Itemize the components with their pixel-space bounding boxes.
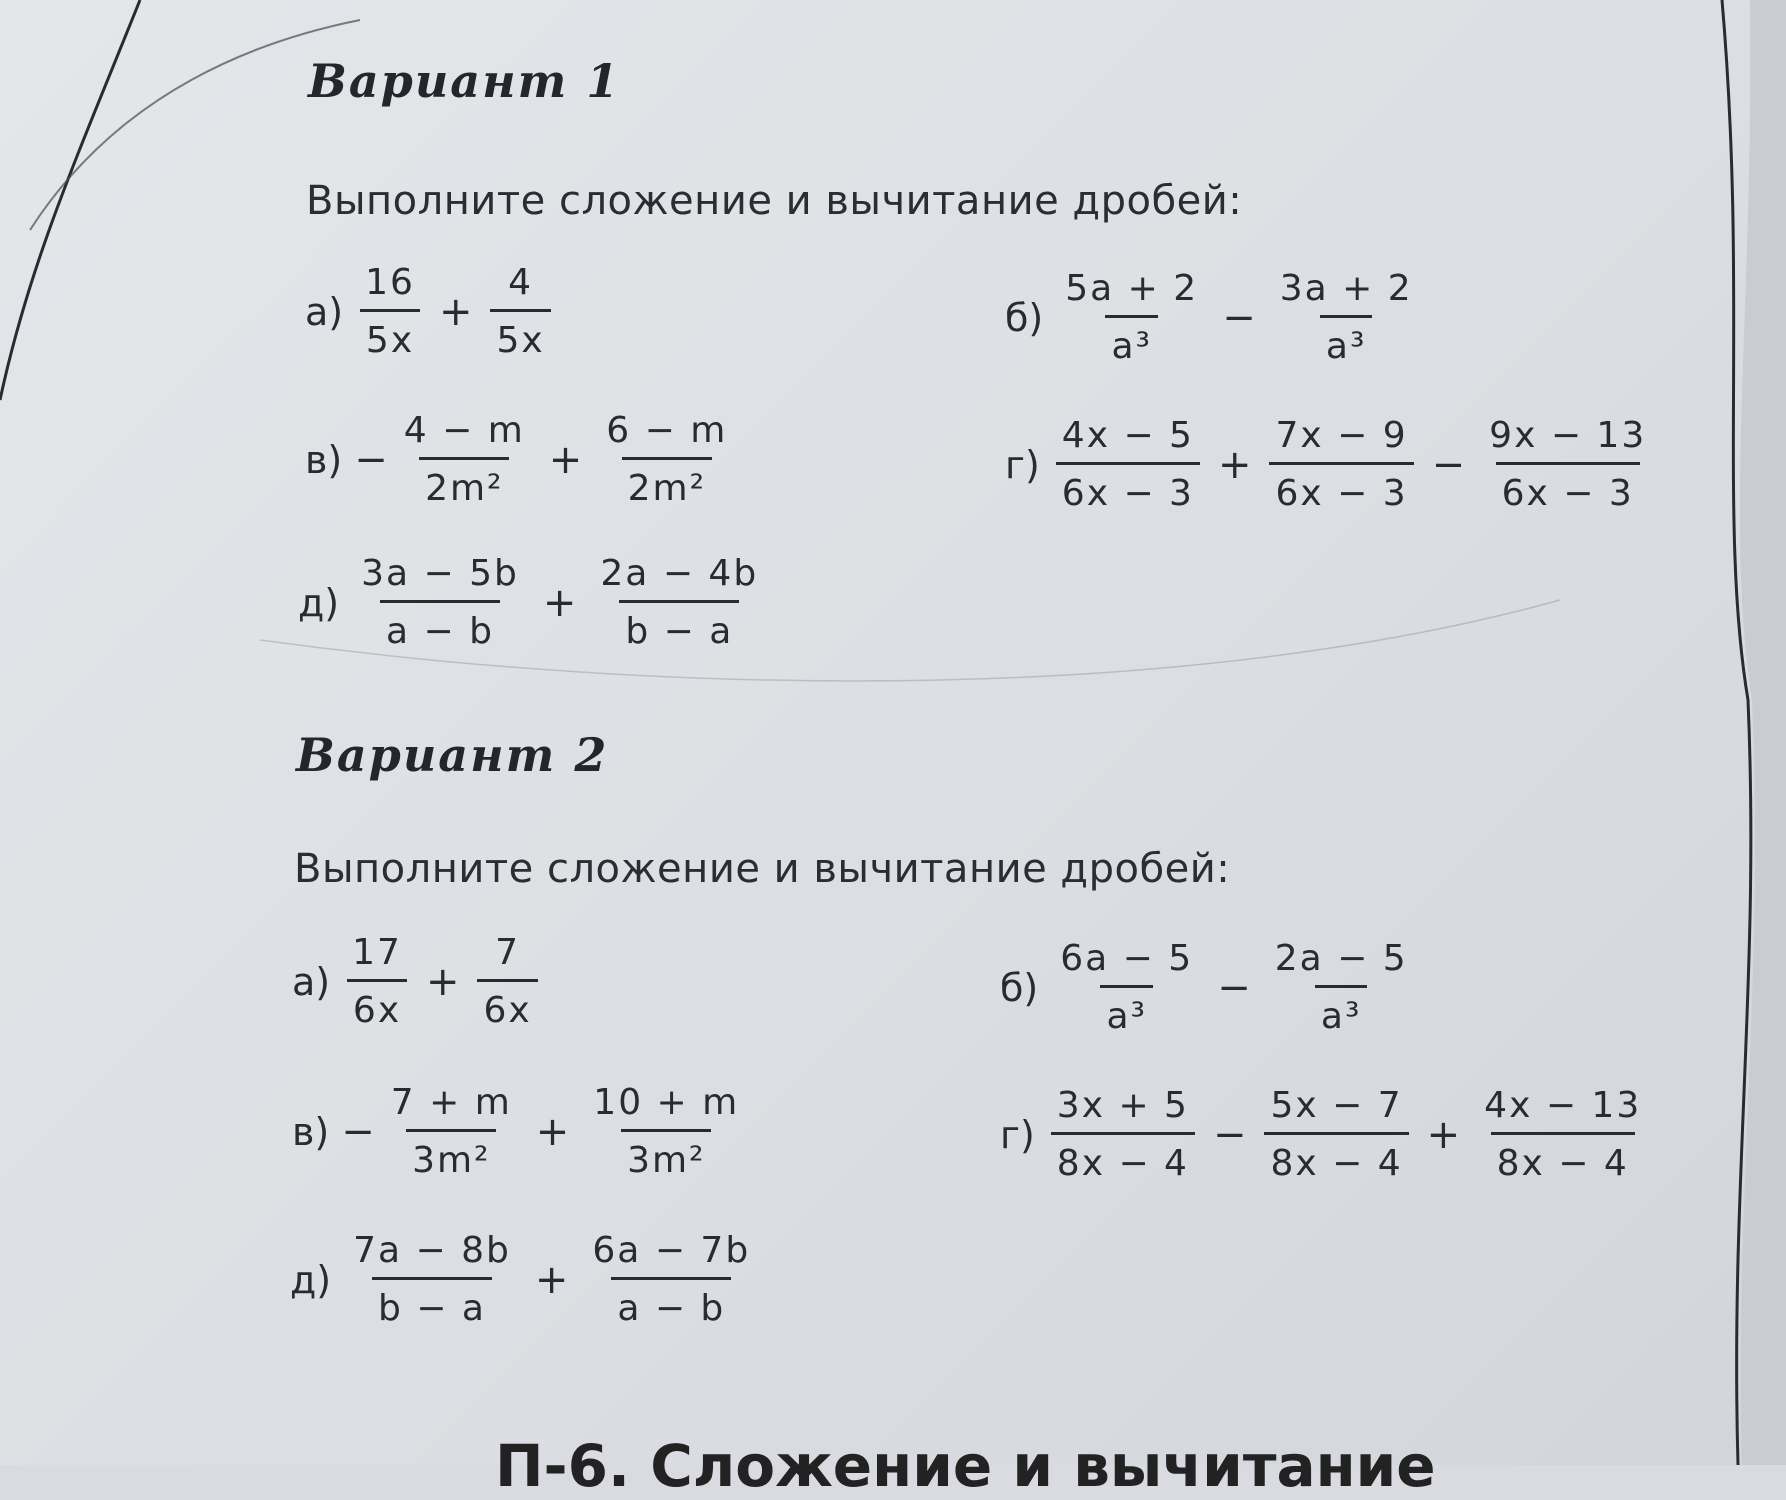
fraction [594, 553, 764, 652]
v2-problem-d [290, 1230, 760, 1329]
fraction [1269, 938, 1414, 1037]
fraction [1054, 938, 1199, 1037]
operator: + [425, 958, 460, 1005]
denominator: 8x − 4 [1491, 1132, 1635, 1184]
fraction [1059, 268, 1204, 367]
denominator: 6x − 3 [1496, 462, 1640, 514]
numerator: 2a − 5 [1274, 938, 1408, 979]
operator: + [535, 1108, 570, 1155]
problem-label: г) [1000, 1112, 1035, 1157]
numerator: 9x − 13 [1489, 415, 1647, 456]
variant-2-heading: Вариант 2 [296, 728, 609, 782]
numerator: 7a − 8b [353, 1230, 511, 1271]
v1-problem-a [305, 262, 555, 361]
problem-label: а) [292, 959, 331, 1004]
numerator: 3x + 5 [1056, 1085, 1189, 1126]
problem-label: д) [290, 1257, 332, 1302]
leading-sign: − [354, 436, 388, 483]
fraction [1274, 268, 1419, 367]
problem-label: б) [1000, 965, 1039, 1010]
fraction [346, 932, 408, 1031]
fraction [1269, 415, 1413, 514]
numerator: 6 − m [606, 410, 728, 451]
operator: + [548, 436, 583, 483]
fraction [587, 1082, 745, 1181]
problem-label: а) [305, 289, 344, 334]
denominator: a³ [1105, 315, 1158, 367]
denominator: 2m² [622, 457, 712, 509]
denominator: 6x [477, 979, 537, 1031]
denominator: 2m² [419, 457, 509, 509]
leading-sign: − [341, 1108, 375, 1155]
denominator: b − a [619, 600, 739, 652]
fraction [347, 1230, 517, 1329]
operator: + [438, 288, 473, 335]
numerator: 3a + 2 [1279, 268, 1413, 309]
variant-1-heading: Вариант 1 [308, 54, 621, 108]
operator: − [1217, 964, 1251, 1011]
numerator: 3a − 5b [361, 553, 519, 594]
denominator: 6x [347, 979, 407, 1031]
operator: − [1222, 294, 1256, 341]
fraction [586, 1230, 756, 1329]
problem-label: в) [305, 437, 343, 482]
numerator: 4x − 5 [1061, 415, 1194, 456]
v2-problem-a [292, 932, 542, 1031]
fraction [477, 932, 537, 1031]
problem-label: г) [1005, 442, 1040, 487]
denominator: 5x [490, 309, 550, 361]
fraction [355, 553, 525, 652]
operator: + [1426, 1111, 1461, 1158]
denominator: 6x − 3 [1269, 462, 1413, 514]
denominator: 6x − 3 [1056, 462, 1200, 514]
operator: + [534, 1256, 569, 1303]
numerator: 16 [365, 262, 415, 303]
denominator: 5x [360, 309, 420, 361]
numerator: 6a − 5 [1060, 938, 1194, 979]
numerator: 6a − 7b [592, 1230, 751, 1271]
variant-2-instruction: Выполните сложение и вычитание дробей: [294, 846, 1231, 892]
v1-problem-d [298, 553, 768, 652]
v1-problem-g [1005, 415, 1656, 514]
fraction [490, 262, 550, 361]
denominator: b − a [372, 1277, 492, 1329]
v2-problem-b [1000, 938, 1418, 1037]
numerator: 10 + m [593, 1082, 740, 1123]
numerator: 4 [508, 262, 534, 303]
denominator: 3m² [406, 1129, 496, 1181]
denominator: 8x − 4 [1051, 1132, 1195, 1184]
denominator: a³ [1315, 985, 1368, 1037]
fraction [1051, 1085, 1195, 1184]
fraction [1264, 1085, 1408, 1184]
v2-problem-v [292, 1082, 749, 1181]
denominator: a³ [1100, 985, 1153, 1037]
problem-label: в) [292, 1109, 330, 1154]
operator: − [1212, 1111, 1247, 1158]
numerator: 5a + 2 [1065, 268, 1199, 309]
problem-label: б) [1005, 295, 1044, 340]
fraction [600, 410, 733, 509]
numerator: 4 − m [403, 410, 525, 451]
fraction [398, 410, 531, 509]
fraction [385, 1082, 518, 1181]
operator: + [1217, 441, 1252, 488]
fraction [1483, 415, 1652, 514]
fraction [359, 262, 421, 361]
v2-problem-g [1000, 1085, 1651, 1184]
problem-label: д) [298, 580, 340, 625]
numerator: 2a − 4b [600, 553, 759, 594]
denominator: 8x − 4 [1264, 1132, 1408, 1184]
numerator: 7 + m [390, 1082, 512, 1123]
denominator: a³ [1320, 315, 1373, 367]
fraction [1056, 415, 1200, 514]
fraction [1478, 1085, 1647, 1184]
operator: − [1431, 441, 1466, 488]
v1-problem-b [1005, 268, 1423, 367]
numerator: 4x − 13 [1484, 1085, 1642, 1126]
denominator: 3m² [621, 1129, 711, 1181]
denominator: a − b [380, 600, 500, 652]
numerator: 7 [495, 932, 521, 973]
numerator: 7x − 9 [1275, 415, 1408, 456]
v1-problem-v [305, 410, 737, 509]
variant-1-instruction: Выполните сложение и вычитание дробей: [306, 178, 1243, 224]
numerator: 17 [352, 932, 402, 973]
operator: + [542, 579, 577, 626]
denominator: a − b [611, 1277, 731, 1329]
next-section-title: П-6. Сложение и вычитание [495, 1432, 1436, 1500]
numerator: 5x − 7 [1270, 1085, 1403, 1126]
